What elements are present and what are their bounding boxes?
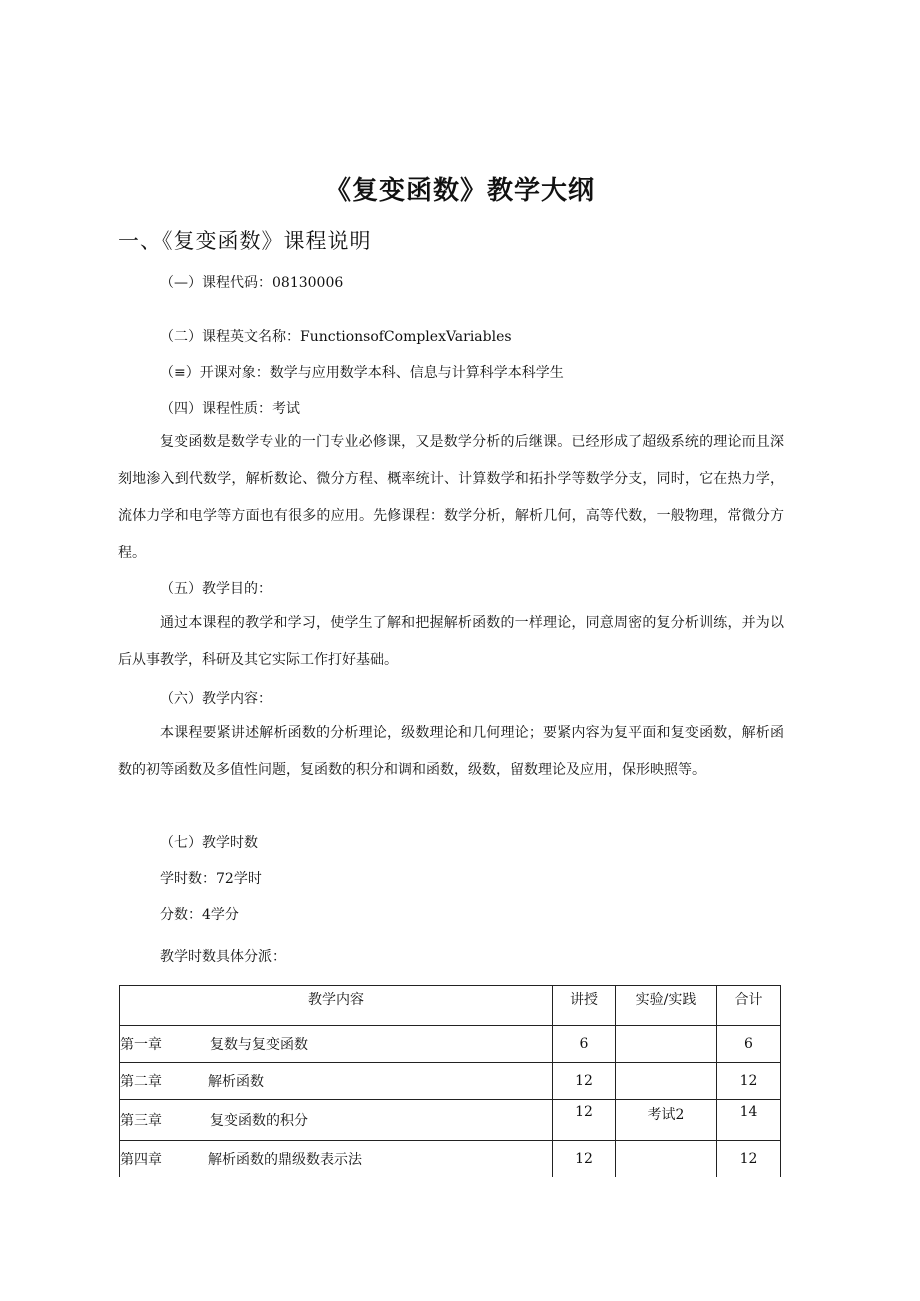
row-lecture: 12 — [553, 1141, 616, 1178]
row-topic: 解析函数的鼎级数表示法 — [208, 1152, 362, 1168]
row-lab — [616, 1141, 717, 1178]
row-total: 14 — [717, 1100, 781, 1141]
credits: 分数：4学分 — [160, 907, 239, 923]
row-topic: 复变函数的积分 — [210, 1113, 308, 1129]
header-total: 合计 — [717, 986, 781, 1026]
row-content — [120, 1100, 553, 1141]
hours-heading: （七）教学时数 — [160, 835, 258, 851]
header-content: 教学内容 — [120, 986, 553, 1026]
course-audience: （≡）开课对象：数学与应用数学本科、信息与计算科学本科学生 — [160, 365, 564, 381]
course-nature: （四）课程性质：考试 — [160, 401, 300, 417]
intro-paragraph: 复变函数是数学专业的一门专业必修课，又是数学分析的后继课。已经形成了超级系统的理论而且深刻地渗入到代数学，解析数论、微分方程、概率统计、计算数学和拓扑学等数学分支，同时，它在热力学，流体力学和电学等方面也有很多的应用。先修课程：数学分析，解析几何，高等代数，一般物理，常微分方程。 — [118, 434, 784, 561]
row-total: 6 — [717, 1026, 781, 1063]
header-lab: 实验/实践 — [616, 986, 717, 1026]
total-hours: 学时数：72学时 — [160, 871, 262, 887]
row-lecture: 12 — [553, 1100, 616, 1141]
course-english-name: （二）课程英文名称：FunctionsofComplexVariables — [160, 329, 512, 345]
distribution-label: 教学时数具体分派： — [160, 949, 286, 965]
row-lab — [616, 1063, 717, 1100]
table-row — [120, 1141, 781, 1178]
table-row — [120, 1026, 781, 1063]
row-lecture: 6 — [553, 1026, 616, 1063]
table-header-row — [120, 986, 781, 1026]
goals-heading: （五）教学目的： — [160, 581, 272, 597]
row-lab: 考试2 — [616, 1100, 717, 1141]
row-chapter: 第二章 — [120, 1074, 162, 1090]
row-chapter: 第四章 — [120, 1152, 162, 1168]
row-content — [120, 1026, 553, 1063]
table-row — [120, 1063, 781, 1100]
header-lecture: 讲授 — [553, 986, 616, 1026]
row-topic: 解析函数 — [208, 1074, 264, 1090]
hours-table — [119, 985, 781, 1177]
course-code: （—）课程代码：08130006 — [160, 275, 344, 291]
content-heading: （六）教学内容： — [160, 691, 272, 707]
row-total: 12 — [717, 1141, 781, 1178]
row-content — [120, 1141, 553, 1178]
row-lecture: 12 — [553, 1063, 616, 1100]
row-total: 12 — [717, 1063, 781, 1100]
row-content — [120, 1063, 553, 1100]
goals-paragraph: 通过本课程的教学和学习，使学生了解和把握解析函数的一样理论，同意周密的复分析训练，并为以后从事教学，科研及其它实际工作打好基础。 — [118, 615, 784, 668]
document-title: 《复变函数》教学大纲 — [324, 176, 595, 206]
row-chapter: 第三章 — [120, 1113, 162, 1129]
section-heading: 一、《复变函数》课程说明 — [118, 229, 372, 253]
table-row — [120, 1100, 781, 1141]
row-topic: 复数与复变函数 — [210, 1037, 308, 1053]
content-paragraph: 本课程要紧讲述解析函数的分析理论，级数理论和几何理论；要紧内容为复平面和复变函数，解析函数的初等函数及多值性问题，复函数的积分和调和函数，级数，留数理论及应用，保形映照等。 — [118, 725, 784, 778]
row-chapter: 第一章 — [120, 1037, 162, 1053]
row-lab — [616, 1026, 717, 1063]
